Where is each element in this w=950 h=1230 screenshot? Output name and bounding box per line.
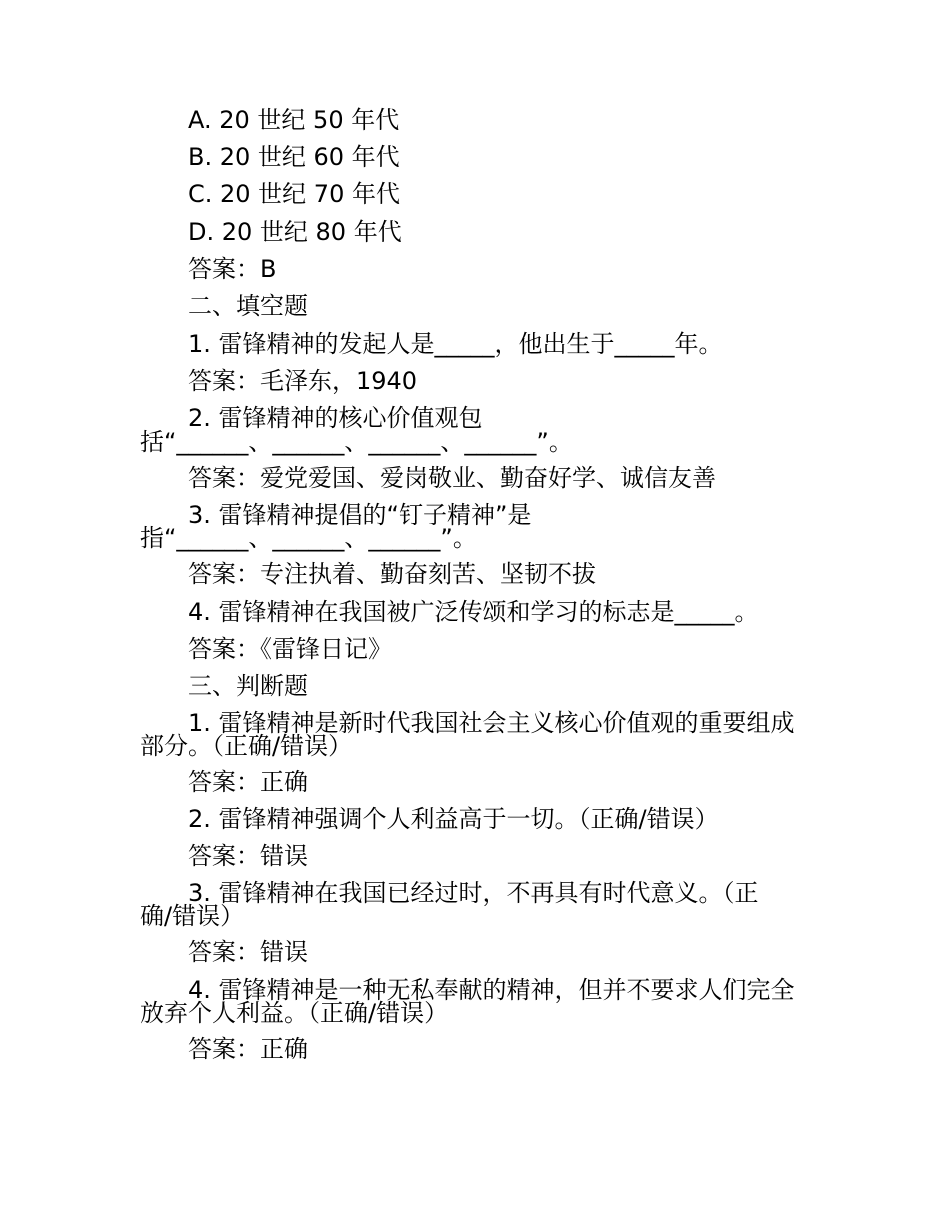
question-line-continued: 确/错误）	[140, 902, 245, 930]
answer-line: 答案：正确	[188, 768, 308, 796]
section-heading-true-false: 三、判断题	[188, 672, 308, 700]
question-line-continued: 指“______、______、______”。	[140, 524, 477, 552]
option-b: B. 20 世纪 60 年代	[188, 143, 400, 171]
section-heading-fill-in: 二、填空题	[188, 292, 308, 320]
question-line-continued: 部分。（正确/错误）	[140, 732, 353, 760]
question-line: 1. 雷锋精神的发起人是_____，他出生于_____年。	[188, 330, 723, 358]
option-d: D. 20 世纪 80 年代	[188, 218, 402, 246]
answer-line: 答案：正确	[188, 1035, 308, 1063]
answer-line: 答案：B	[188, 255, 277, 283]
option-c: C. 20 世纪 70 年代	[188, 180, 400, 208]
question-line: 3. 雷锋精神提倡的“钉子精神”是	[188, 501, 532, 529]
option-a: A. 20 世纪 50 年代	[188, 106, 400, 134]
answer-line: 答案：爱党爱国、爱岗敬业、勤奋好学、诚信友善	[188, 464, 716, 492]
answer-line: 答案：专注执着、勤奋刻苦、坚韧不拔	[188, 560, 596, 588]
question-line: 4. 雷锋精神是一种无私奉献的精神，但并不要求人们完全	[188, 976, 795, 1004]
question-line: 1. 雷锋精神是新时代我国社会主义核心价值观的重要组成	[188, 709, 795, 737]
question-line-continued: 放弃个人利益。（正确/错误）	[140, 999, 449, 1027]
answer-line: 答案：毛泽东，1940	[188, 367, 418, 395]
question-line-continued: 括“______、______、______、______”。	[140, 428, 573, 456]
answer-line: 答案：《雷锋日记》	[188, 635, 392, 663]
question-line: 2. 雷锋精神强调个人利益高于一切。（正确/错误）	[188, 805, 719, 833]
question-line: 3. 雷锋精神在我国已经过时，不再具有时代意义。（正	[188, 879, 759, 907]
question-line: 4. 雷锋精神在我国被广泛传颂和学习的标志是_____。	[188, 598, 759, 626]
answer-line: 答案：错误	[188, 938, 308, 966]
answer-line: 答案：错误	[188, 842, 308, 870]
question-line: 2. 雷锋精神的核心价值观包	[188, 404, 483, 432]
